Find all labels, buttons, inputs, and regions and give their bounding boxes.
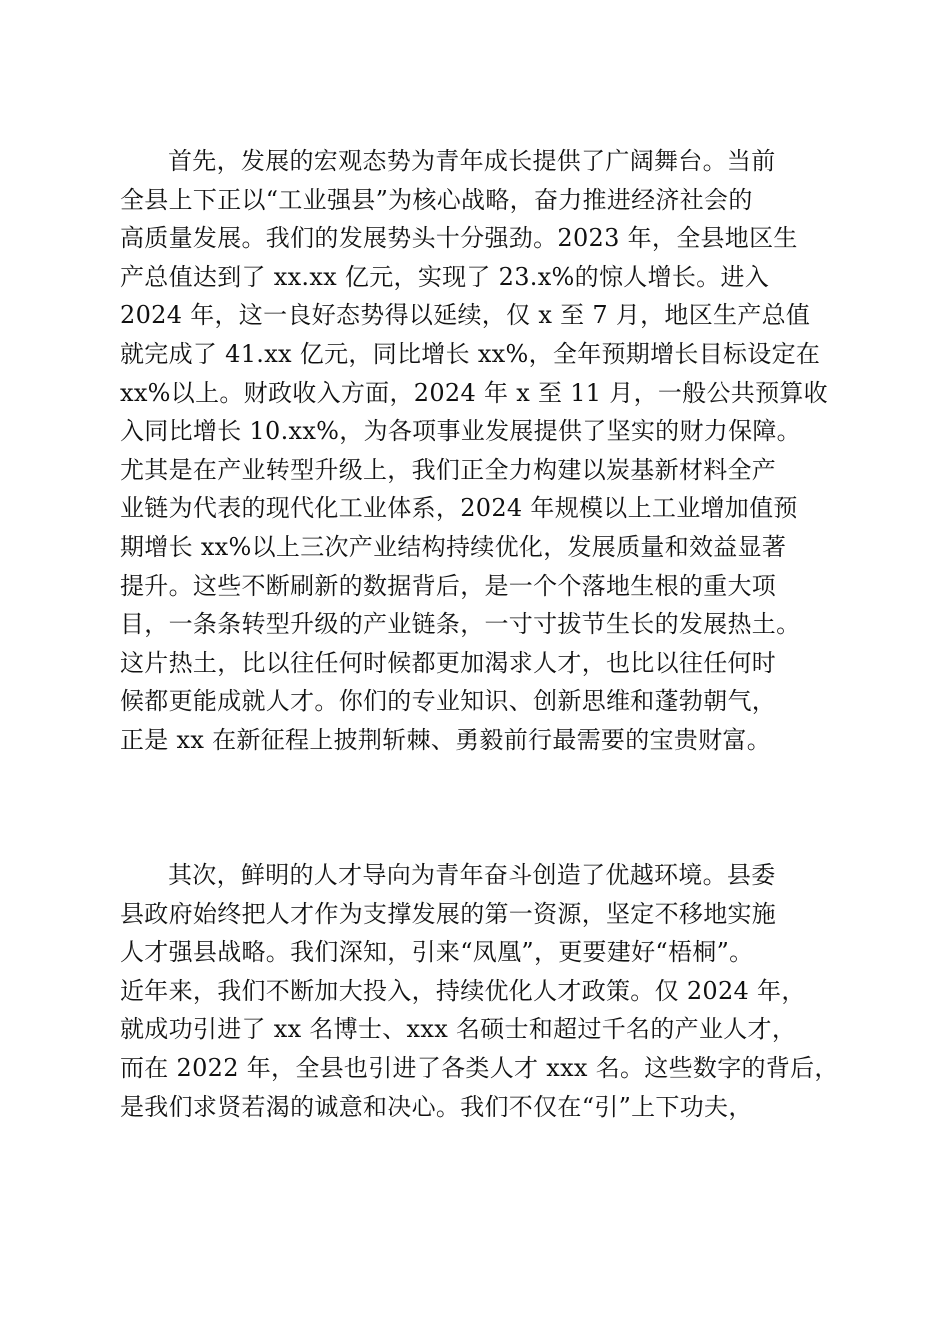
paragraph-line: 是我们求贤若渴的诚意和决心。我们不仅在“引”上下功夫， <box>120 1092 753 1121</box>
paragraph-line: 近年来，我们不断加大投入，持续优化人才政策。仅 2024 年， <box>120 976 806 1005</box>
paragraph-line: 提升。这些不断刷新的数据背后，是一个个落地生根的重大项 <box>120 571 777 600</box>
paragraph-line: 高质量发展。我们的发展势头十分强劲。2023 年，全县地区生 <box>120 224 798 253</box>
paragraph-line: 候都更能成就人才。你们的专业知识、创新思维和蓬勃朝气， <box>120 687 777 716</box>
paragraph-line: 业链为代表的现代化工业体系，2024 年规模以上工业增加值预 <box>120 494 798 523</box>
paragraph-line: 入同比增长 10.xx%，为各项事业发展提供了坚实的财力保障。 <box>120 417 801 446</box>
paragraph-line: 全县上下正以“工业强县”为核心战略，奋力推进经济社会的 <box>120 185 753 214</box>
paragraph-line: 首先，发展的宏观态势为青年成长提供了广阔舞台。当前 <box>168 147 776 175</box>
paragraph-line: 尤其是在产业转型升级上，我们正全力构建以炭基新材料全产 <box>120 455 777 484</box>
paragraph-line: 正是 xx 在新征程上披荆斩棘、勇毅前行最需要的宝贵财富。 <box>120 725 772 754</box>
paragraph-line: 就成功引进了 xx 名博士、xxx 名硕士和超过千名的产业人才， <box>120 1015 797 1044</box>
paragraph-line: 人才强县战略。我们深知，引来“凤凰”，更要建好“梧桐”。 <box>120 938 754 967</box>
paragraph-line: 2024 年，这一良好态势得以延续，仅 x 至 7 月，地区生产总值 <box>120 301 811 330</box>
paragraph-line: 就完成了 41.xx 亿元，同比增长 xx%，全年预期增长目标设定在 <box>120 339 821 368</box>
paragraph-line: 其次，鲜明的人才导向为青年奋斗创造了优越环境。县委 <box>168 861 776 889</box>
paragraph-line: 期增长 xx%以上三次产业结构持续优化，发展质量和效益显著 <box>120 532 787 561</box>
paragraph-line: 目，一条条转型升级的产业链条，一寸寸拔节生长的发展热土。 <box>120 610 801 639</box>
paragraph-line: xx%以上。财政收入方面，2024 年 x 至 11 月，一般公共预算收 <box>120 378 828 407</box>
paragraph-talent-policy <box>120 856 840 1126</box>
paragraph-economic-development <box>120 142 840 760</box>
paragraph-line: 这片热土，比以往任何时候都更加渴求人才，也比以往任何时 <box>120 648 777 677</box>
paragraph-line: 县政府始终把人才作为支撑发展的第一资源，坚定不移地实施 <box>120 899 777 928</box>
paragraph-line: 产总值达到了 xx.xx 亿元，实现了 23.x%的惊人增长。进入 <box>120 262 770 291</box>
paragraph-line: 而在 2022 年，全县也引进了各类人才 xxx 名。这些数字的背后， <box>120 1053 839 1082</box>
